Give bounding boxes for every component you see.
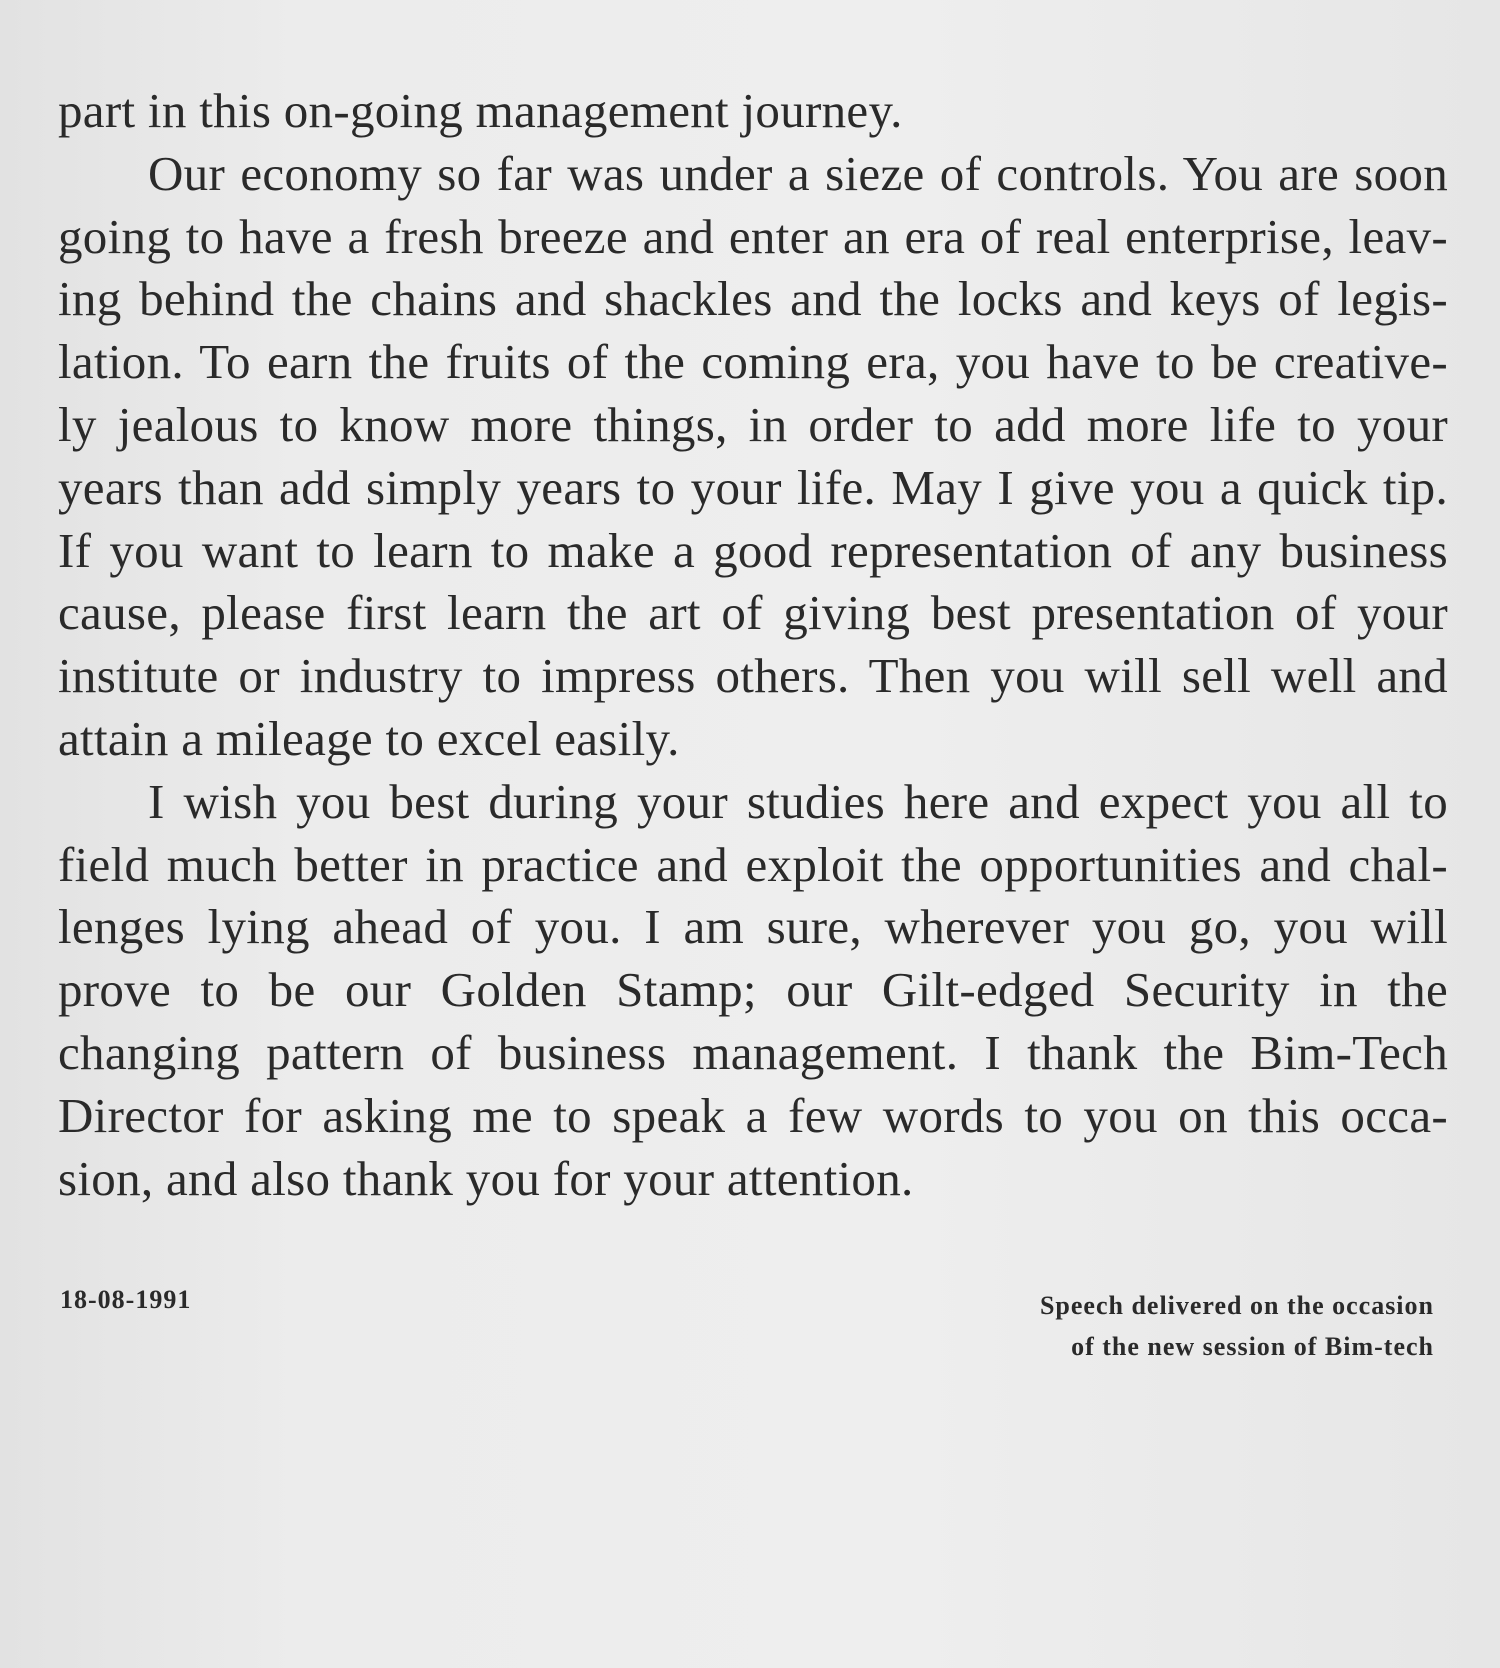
speech-date: 18-08-1991: [60, 1285, 192, 1314]
occasion-line-1: Speech delivered on the occasion: [1039, 1291, 1434, 1320]
paragraph-economy: Our economy so far was under a sieze of controls. You are soon going to have a fresh breeze and enter an era of real enterprise, leav- ing behind the chains and shackles and the locks and keys of legis- lation. To earn the fruits of the coming era, you have to be creative- ly jealous to know more things, in order to add more life to your years than add simply years to your life. May I give you a quick tip. If you want to learn to make a good representation of any business cause, please first learn the art of giving best presentation of your institute or industry to impress others. Then you will sell well and attain a mileage to excel easily.: [58, 145, 1448, 766]
paragraph-continuation: part in this on-going management journey.: [58, 83, 903, 138]
occasion-line-2: of the new session of Bim-tech: [1071, 1332, 1434, 1361]
speech-body: [58, 80, 1448, 1210]
speech-occasion: [1040, 1285, 1434, 1367]
paragraph-closing: I wish you best during your studies here and expect you all to field much better in practice and exploit the opportunities and chal- lenges lying ahead of you. I am sure, wherever you go, you will prove to be our Golden Stamp; our Gilt-edged Security in the changing pattern of business management. I thank the Bim-Tech Director for asking me to speak a few words to you on this occa- sion, and also thank you for your attention.: [58, 773, 1448, 1206]
